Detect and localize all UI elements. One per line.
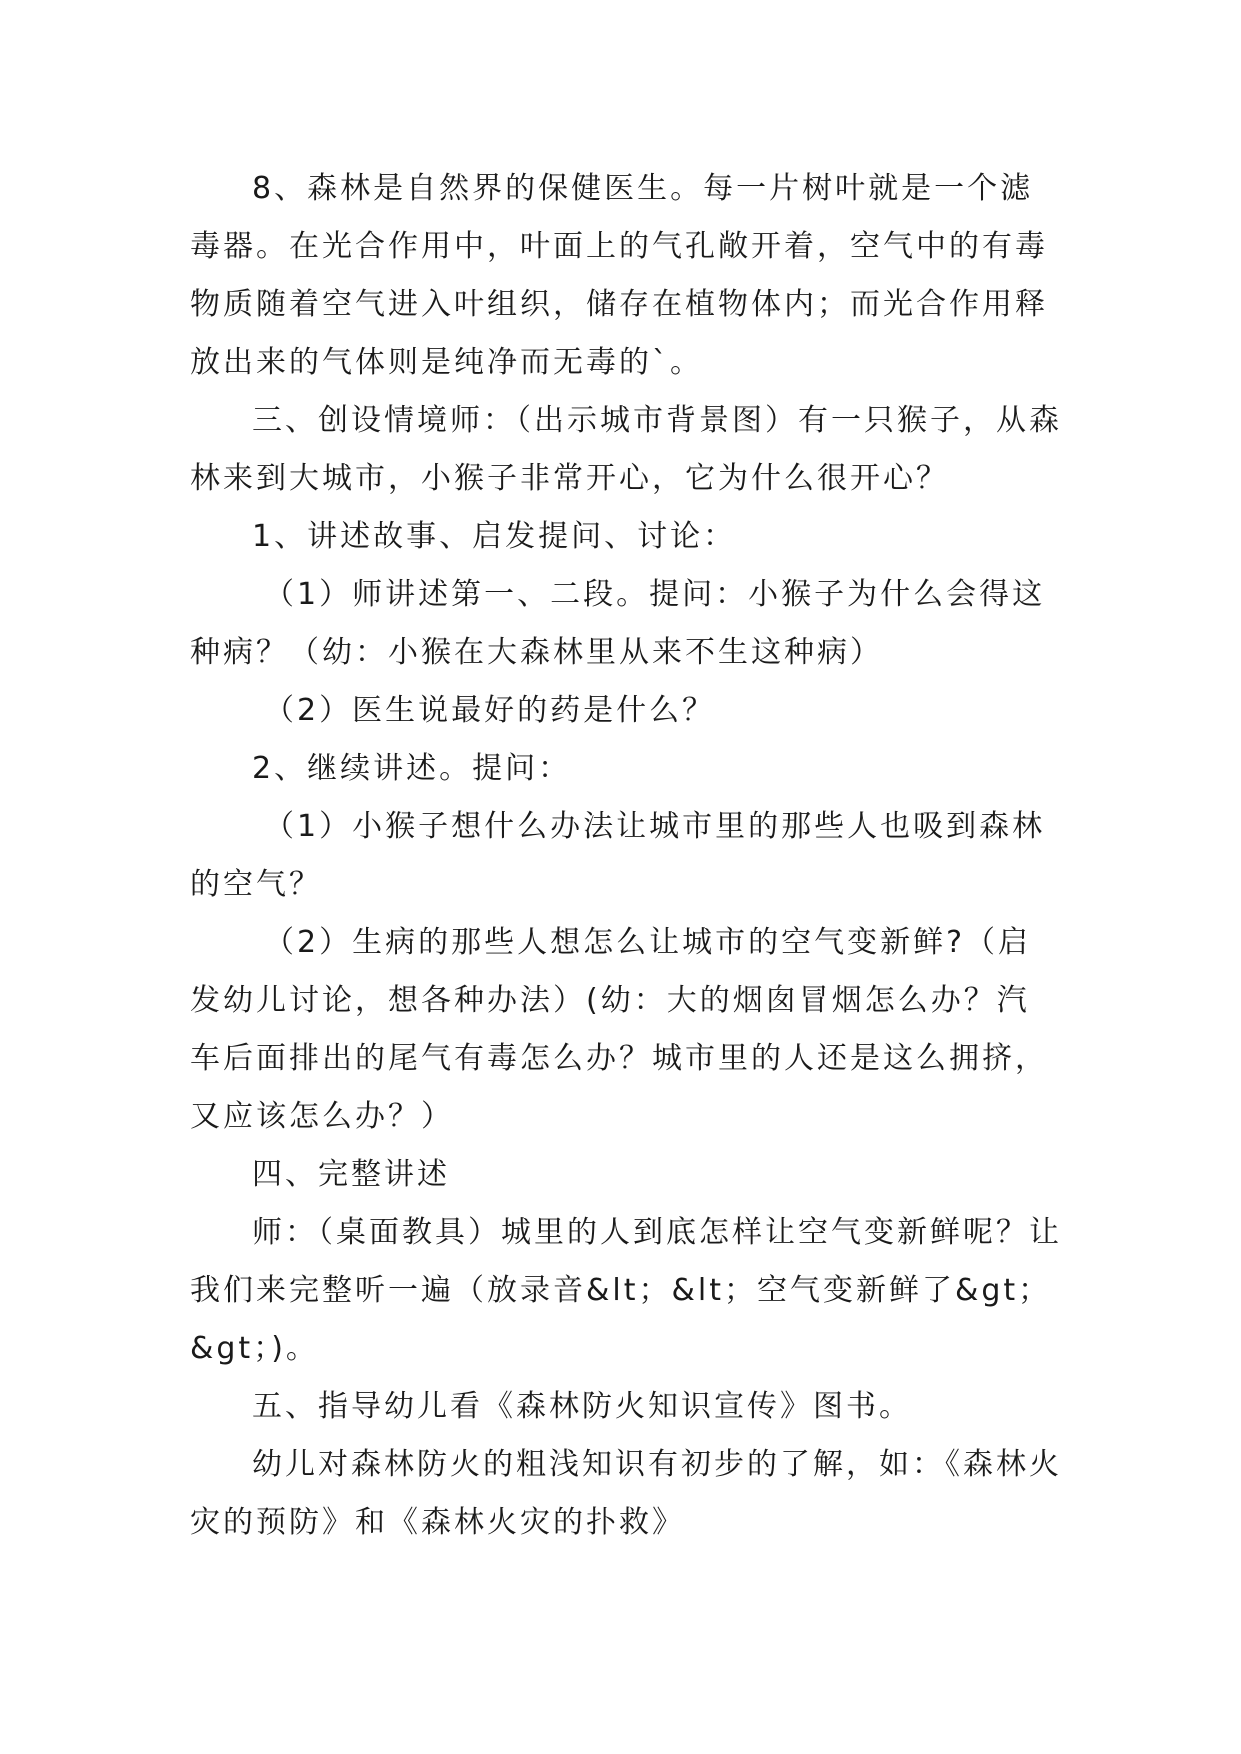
paragraph-question-2-2: （2）生病的那些人想怎么让城市的空气变新鲜?（启发幼儿讨论，想各种办法）(幼：大的烟囱冒烟怎么办？汽车后面排出的尾气有毒怎么办？城市里的人还是这么拥挤，又应该怎么办？）	[190, 925, 1048, 1134]
paragraph-section-four: 四、完整讲述	[252, 1157, 450, 1192]
paragraph-question-1-2: （2）医生说最好的药是什么？	[264, 693, 716, 728]
paragraph-step-two: 2、继续讲述。提问：	[252, 751, 572, 786]
document-body	[190, 160, 1062, 1552]
paragraph-question-1-1: （1）师讲述第一、二段。提问：小猴子为什么会得这种病？（幼：小猴在大森林里从来不生这种病）	[190, 577, 1046, 670]
paragraph-step-one: 1、讲述故事、启发提问、讨论：	[252, 519, 737, 554]
paragraph-teacher-retell: 师：（桌面教具）城里的人到底怎样让空气变新鲜呢？让我们来完整听一遍（放录音&lt；&lt；空气变新鲜了&gt；&gt；)。	[190, 1215, 1062, 1366]
paragraph-fire-knowledge: 幼儿对森林防火的粗浅知识有初步的了解，如：《森林火灾的预防》和《森林火灾的扑救》	[190, 1447, 1062, 1540]
paragraph-section-five: 五、指导幼儿看《森林防火知识宣传》图书。	[252, 1389, 912, 1424]
paragraph-section-three: 三、创设情境师：（出示城市背景图）有一只猴子，从森林来到大城市，小猴子非常开心，它为什么很开心？	[190, 403, 1062, 496]
paragraph-forest-health: 8、森林是自然界的保健医生。每一片树叶就是一个滤毒器。在光合作用中，叶面上的气孔敞开着，空气中的有毒物质随着空气进入叶组织，储存在植物体内；而光合作用释放出来的气体则是纯净而无毒的`。	[190, 171, 1048, 380]
paragraph-question-2-1: （1）小猴子想什么办法让城市里的那些人也吸到森林的空气？	[190, 809, 1046, 902]
